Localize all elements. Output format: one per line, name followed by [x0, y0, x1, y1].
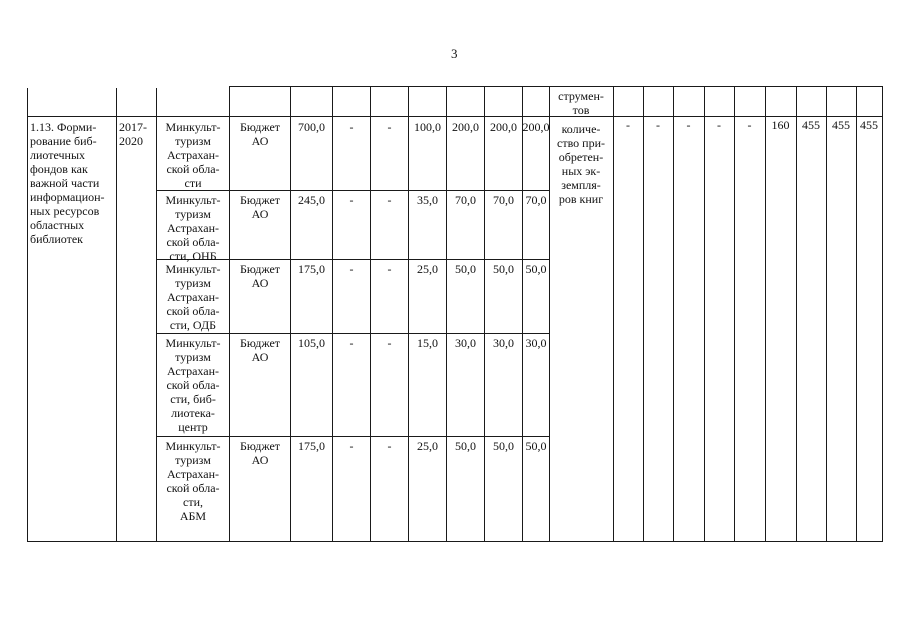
year-value: 30,0: [525, 336, 547, 350]
funding-source: Бюджет АО: [239, 439, 281, 467]
year-value: 70,0: [455, 193, 476, 207]
total-value: 105,0: [298, 336, 325, 350]
funding-source: Бюджет АО: [239, 262, 281, 290]
year-value: -: [387, 336, 392, 350]
year-value: 50,0: [525, 262, 547, 276]
year-value: 200,0: [522, 120, 550, 134]
funding-source: Бюджет АО: [239, 193, 281, 221]
total-value: 700,0: [298, 120, 325, 134]
total-value: 175,0: [298, 439, 325, 453]
year-value: -: [349, 336, 354, 350]
indicator-value: 455: [832, 118, 850, 132]
year-value: -: [387, 262, 392, 276]
year-value: 200,0: [452, 120, 479, 134]
year-value: 50,0: [455, 439, 476, 453]
year-value: 15,0: [417, 336, 438, 350]
year-value: 50,0: [525, 439, 547, 453]
year-value: -: [387, 193, 392, 207]
executor: Минкульт- туризм Астрахан- ской обла- сти: [165, 120, 221, 190]
year-value: 50,0: [493, 439, 514, 453]
indicator-value: -: [626, 118, 630, 132]
total-value: 245,0: [298, 193, 325, 207]
year-value: -: [387, 120, 392, 134]
total-value: 175,0: [298, 262, 325, 276]
year-value: 25,0: [417, 262, 438, 276]
year-value: -: [349, 120, 354, 134]
year-value: 70,0: [525, 193, 547, 207]
indicator-value: -: [717, 118, 721, 132]
year-value: -: [349, 193, 354, 207]
indicator-value: -: [656, 118, 660, 132]
indicator-value: 160: [771, 118, 790, 132]
indicator-name: количе- ство при- обретен- ных эк- земпля- ров книг: [557, 122, 605, 206]
year-value: -: [349, 439, 354, 453]
year-value: 30,0: [493, 336, 514, 350]
year-value: 50,0: [493, 262, 514, 276]
item-years: 2017- 2020: [119, 120, 147, 148]
executor: Минкульт- туризм Астрахан- ской обла- сти, ОДБ: [165, 262, 221, 332]
executor: Минкульт- туризм Астрахан- ской обла- сти, биб- лиотека- центр: [165, 336, 221, 434]
indicator-value: -: [747, 118, 752, 132]
year-value: 35,0: [417, 193, 438, 207]
funding-source: Бюджет АО: [239, 336, 281, 364]
year-value: 100,0: [414, 120, 441, 134]
year-value: 70,0: [493, 193, 514, 207]
indicator-value: 455: [860, 118, 878, 132]
executor: Минкульт- туризм Астрахан- ской обла- сти, ОНБ: [165, 193, 221, 263]
item-name: 1.13. Форми- рование биб- лиотечных фондов как важной части информацион- ных ресурсов областных библиотек: [30, 120, 105, 246]
page-number: 3: [451, 46, 458, 61]
indicator-value: 455: [802, 118, 820, 132]
indicator-value: -: [686, 118, 691, 132]
year-value: 30,0: [455, 336, 476, 350]
year-value: -: [387, 439, 392, 453]
year-value: 200,0: [490, 120, 517, 134]
year-value: 50,0: [455, 262, 476, 276]
year-value: 25,0: [417, 439, 438, 453]
funding-source: Бюджет АО: [239, 120, 281, 148]
year-value: -: [349, 262, 354, 276]
executor: Минкульт- туризм Астрахан- ской обла- сти, АБМ: [165, 439, 221, 523]
header-continuation: струмен- тов: [558, 89, 604, 117]
